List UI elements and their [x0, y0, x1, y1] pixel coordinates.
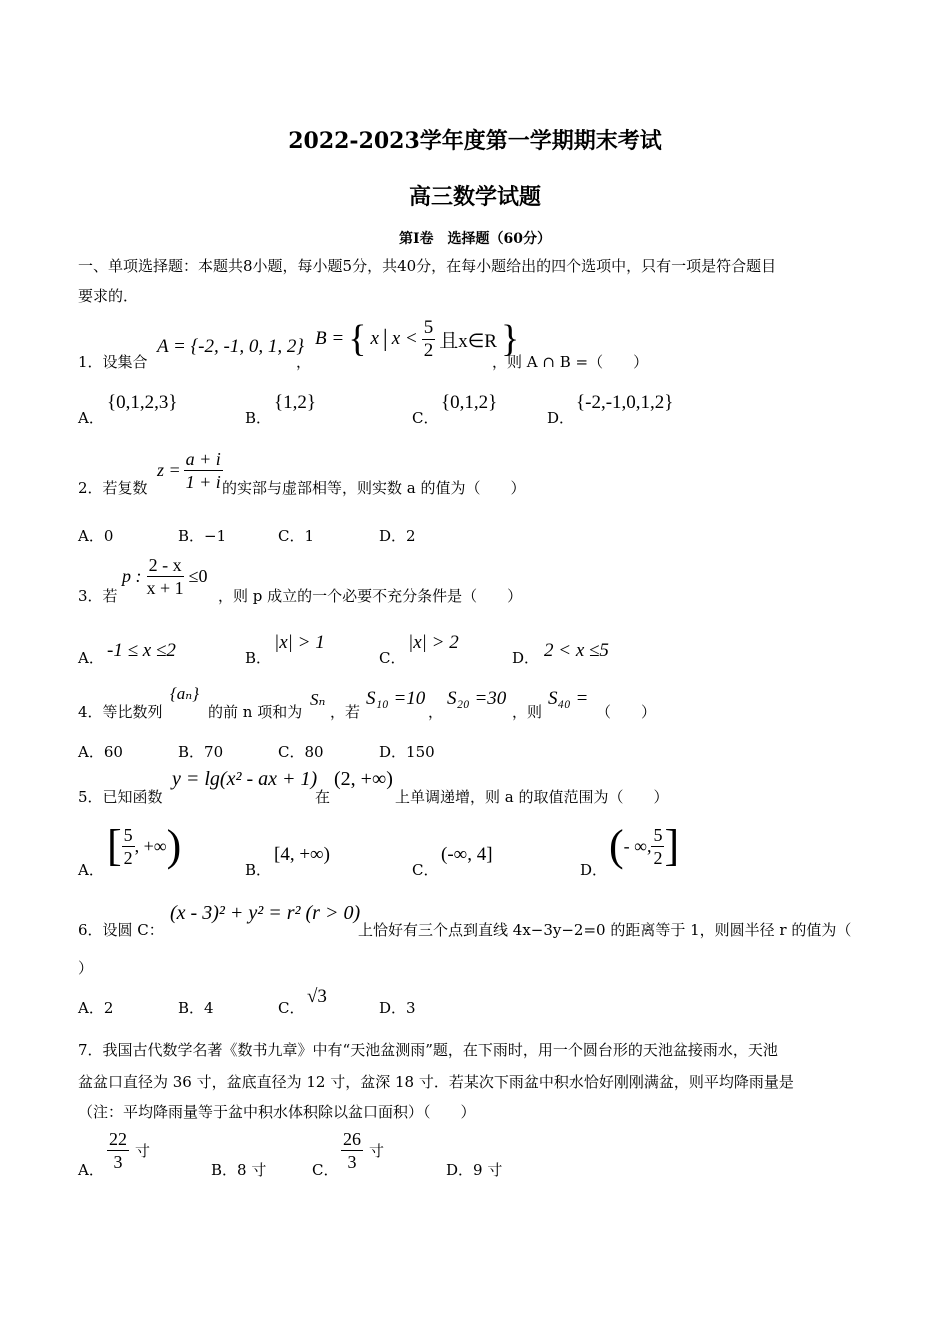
q3-opt-b: |x| > 1 — [274, 632, 325, 653]
q4-mid3: ，则 — [512, 703, 543, 721]
q5-opt-d-label: D． — [580, 861, 608, 879]
q4-opt-a: 60 — [103, 743, 123, 761]
q1-opt-b-label: B． — [245, 409, 272, 427]
q1-opt-c-label: C． — [412, 409, 439, 427]
q1-frac-den: 2 — [423, 339, 434, 361]
q4-s10: S₁₀ =10 — [366, 688, 426, 709]
q4-opt-b-label: B． — [178, 743, 205, 761]
q5-mid: 在 — [315, 788, 331, 806]
q6-equation: (x - 3)² + y² = r² (r > 0) — [170, 902, 361, 924]
q3-frac-num: 2 - x — [148, 554, 182, 575]
section-heading: 第Ⅰ卷 选择题（60分） — [398, 231, 552, 247]
q1-prefix: 1．设集合 — [78, 353, 148, 371]
exam-subtitle: 高三数学试题 — [408, 184, 541, 210]
q5-opt-d-den: 2 — [653, 847, 663, 868]
q5-function: y = lg(x² - ax + 1) — [172, 768, 318, 790]
q1-fraction — [422, 317, 436, 362]
q1-set-b-cond: x < — [391, 328, 418, 349]
q7-opt-c-fraction — [341, 1128, 363, 1173]
instructions-line-1: 一、单项选择题：本题共8小题，每小题5分，共40分，在每小题给出的四个选项中，只有一项是符合题目 — [78, 257, 777, 275]
q6-opt-d: 3 — [406, 999, 416, 1017]
q1-set-b — [315, 314, 519, 364]
q7-opt-b-label: B． — [211, 1161, 238, 1179]
q2-frac-den: 1 + i — [185, 471, 221, 492]
q3-frac-den: x + 1 — [146, 577, 184, 598]
q5-opt-a-num: 5 — [123, 824, 133, 845]
q1-set-a: A = {-2, -1, 0, 1, 2} — [157, 336, 304, 357]
q6-opt-b-label: B． — [178, 999, 205, 1017]
q1-opt-a-label: A． — [78, 409, 104, 427]
q7-opt-a-fraction — [107, 1128, 129, 1173]
left-bracket: [ — [107, 821, 122, 870]
q6-opt-b: 4 — [204, 999, 214, 1017]
q5-interval: (2, +∞) — [334, 768, 393, 790]
vertical-bar: | — [382, 325, 388, 352]
q4-prefix: 4．等比数列 — [78, 703, 163, 721]
q4-s40: S₄₀ = — [548, 688, 589, 709]
q5-opt-a-tail: , +∞ — [134, 835, 167, 856]
q5-opt-d-num: 5 — [653, 824, 663, 845]
q5-opt-d — [609, 820, 679, 872]
q2-fraction — [184, 448, 223, 493]
q7-opt-c-unit: 寸 — [369, 1141, 385, 1160]
q4-opt-c: 80 — [304, 743, 324, 761]
right-bracket: ] — [664, 821, 680, 870]
q6-opt-a-label: A． — [78, 999, 104, 1017]
q2-opt-c-label: C． — [278, 527, 305, 545]
q4-s20: S₂₀ =30 — [447, 688, 507, 709]
left-brace: { — [348, 318, 367, 360]
q6-opt-c-label: C． — [278, 999, 305, 1017]
q4-opt-d: 150 — [406, 743, 435, 761]
q3-opt-c-label: C． — [379, 649, 406, 667]
q1-set-b-tail: 且x∈R — [439, 330, 497, 352]
q4-sequence: {aₙ} — [170, 684, 199, 703]
q5-suffix: 上单调递增，则 a 的取值范围为（ ） — [395, 788, 669, 806]
q7-opt-a-num: 22 — [109, 1128, 127, 1149]
q5-opt-a-den: 2 — [123, 847, 133, 868]
q7-line-2: 盆盆口直径为 36 寸，盆底直径为 12 寸，盆深 18 寸．若某次下雨盆中积水恰好刚刚满盆，则平均降雨量是 — [78, 1073, 794, 1091]
q3-opt-a: -1 ≤ x ≤2 — [107, 640, 176, 661]
q3-suffix: ，则 p 成立的一个必要不充分条件是（ ） — [218, 587, 523, 605]
q7-opt-c-label: C． — [312, 1161, 339, 1179]
q7-opt-b: 8 寸 — [237, 1161, 267, 1179]
q5-opt-c-label: C． — [412, 861, 439, 879]
q7-line-1: 7．我国古代数学名著《数书九章》中有“天池盆测雨”题，在下雨时，用一个圆台形的天池盆接雨水，天池 — [78, 1041, 778, 1059]
q4-opt-c-label: C． — [278, 743, 305, 761]
q3-opt-d: 2 < x ≤5 — [544, 640, 609, 661]
q2-opt-a: 0 — [103, 527, 114, 545]
q3-prefix: 3．若 — [78, 587, 118, 605]
q1-opt-b: {1,2} — [274, 392, 316, 413]
instructions-line-2: 要求的． — [78, 287, 139, 305]
q6-opt-a: 2 — [103, 999, 114, 1017]
q4-mid2: ，若 — [330, 703, 361, 721]
q2-opt-c: 1 — [304, 527, 315, 545]
q6-suffix-line2: ） — [78, 959, 94, 977]
q7-opt-d-label: D． — [446, 1161, 474, 1179]
q2-opt-d-label: D． — [379, 527, 407, 545]
exam-title: 2022-2023学年度第一学期期末考试 — [288, 128, 662, 154]
q2-z: z = — [157, 459, 181, 480]
q7-opt-c-den: 3 — [347, 1151, 357, 1172]
q5-opt-d-fraction — [651, 824, 664, 869]
q5-opt-a — [107, 820, 181, 872]
q1-set-b-var: x — [370, 328, 379, 349]
q7-opt-a-den: 3 — [113, 1151, 123, 1172]
q6-opt-c: √3 — [307, 986, 327, 1007]
q7-opt-a-label: A． — [78, 1161, 104, 1179]
q6-opt-d-label: D． — [379, 999, 407, 1017]
left-paren: ( — [609, 821, 624, 870]
q4-sn: Sₙ — [310, 690, 326, 709]
q5-opt-c: (-∞, 4] — [441, 844, 493, 865]
q7-opt-c-num: 26 — [343, 1128, 361, 1149]
q3-opt-b-label: B． — [245, 649, 272, 667]
q5-opt-b-label: B． — [245, 861, 272, 879]
q2-frac-num: a + i — [185, 448, 221, 469]
q3-le: ≤0 — [188, 565, 208, 586]
q3-fraction — [145, 554, 186, 599]
q3-opt-d-label: D． — [512, 649, 540, 667]
q1-opt-d-label: D． — [547, 409, 575, 427]
q6-prefix: 6．设圆 C： — [78, 921, 164, 939]
q5-opt-d-head: - ∞, — [623, 835, 652, 856]
q1-opt-a: {0,1,2,3} — [107, 392, 178, 413]
q1-frac-num: 5 — [423, 316, 434, 338]
q2-suffix: 的实部与虚部相等，则实数 a 的值为（ ） — [222, 479, 526, 497]
q1-comma: ， — [296, 353, 312, 371]
right-brace: } — [500, 318, 520, 360]
q2-opt-d: 2 — [406, 527, 416, 545]
q3-p: p : — [122, 565, 142, 586]
q2-opt-b: −1 — [204, 527, 227, 545]
q1-set-b-left: B = — [315, 328, 345, 349]
q4-mid1: 的前 n 项和为 — [208, 703, 303, 721]
q4-opt-d-label: D． — [379, 743, 407, 761]
q6-suffix: 上恰好有三个点到直线 4x−3y−2=0 的距离等于 1，则圆半径 r 的值为（ — [358, 921, 852, 939]
q7-line-3: （注：平均降雨量等于盆中积水体积除以盆口面积）（ ） — [78, 1103, 476, 1121]
q4-suffix: （ ） — [596, 703, 657, 721]
q7-opt-c — [341, 1124, 384, 1176]
q5-opt-a-fraction — [122, 824, 135, 869]
q3-opt-a-label: A． — [78, 649, 104, 667]
q2-prefix: 2．若复数 — [78, 479, 148, 497]
q4-opt-b: 70 — [204, 743, 224, 761]
q7-opt-a — [107, 1124, 150, 1176]
q1-suffix: ，则 A ∩ B =（ ） — [492, 353, 649, 371]
q4-opt-a-label: A． — [78, 743, 104, 761]
right-paren: ) — [166, 821, 182, 870]
q3-opt-c: |x| > 2 — [408, 632, 459, 653]
q5-opt-b: [4, +∞) — [274, 844, 330, 865]
q1-opt-d: {-2,-1,0,1,2} — [576, 392, 674, 413]
q4-comma: ， — [428, 703, 444, 721]
q2-opt-b-label: B． — [178, 527, 205, 545]
q5-prefix: 5．已知函数 — [78, 788, 163, 806]
q2-opt-a-label: A． — [78, 527, 104, 545]
q3-formula — [122, 550, 208, 602]
q2-formula — [157, 444, 223, 496]
q5-opt-a-label: A． — [78, 861, 104, 879]
q7-opt-d: 9 寸 — [473, 1161, 503, 1179]
q7-opt-a-unit: 寸 — [135, 1141, 151, 1160]
q1-opt-c: {0,1,2} — [441, 392, 498, 413]
